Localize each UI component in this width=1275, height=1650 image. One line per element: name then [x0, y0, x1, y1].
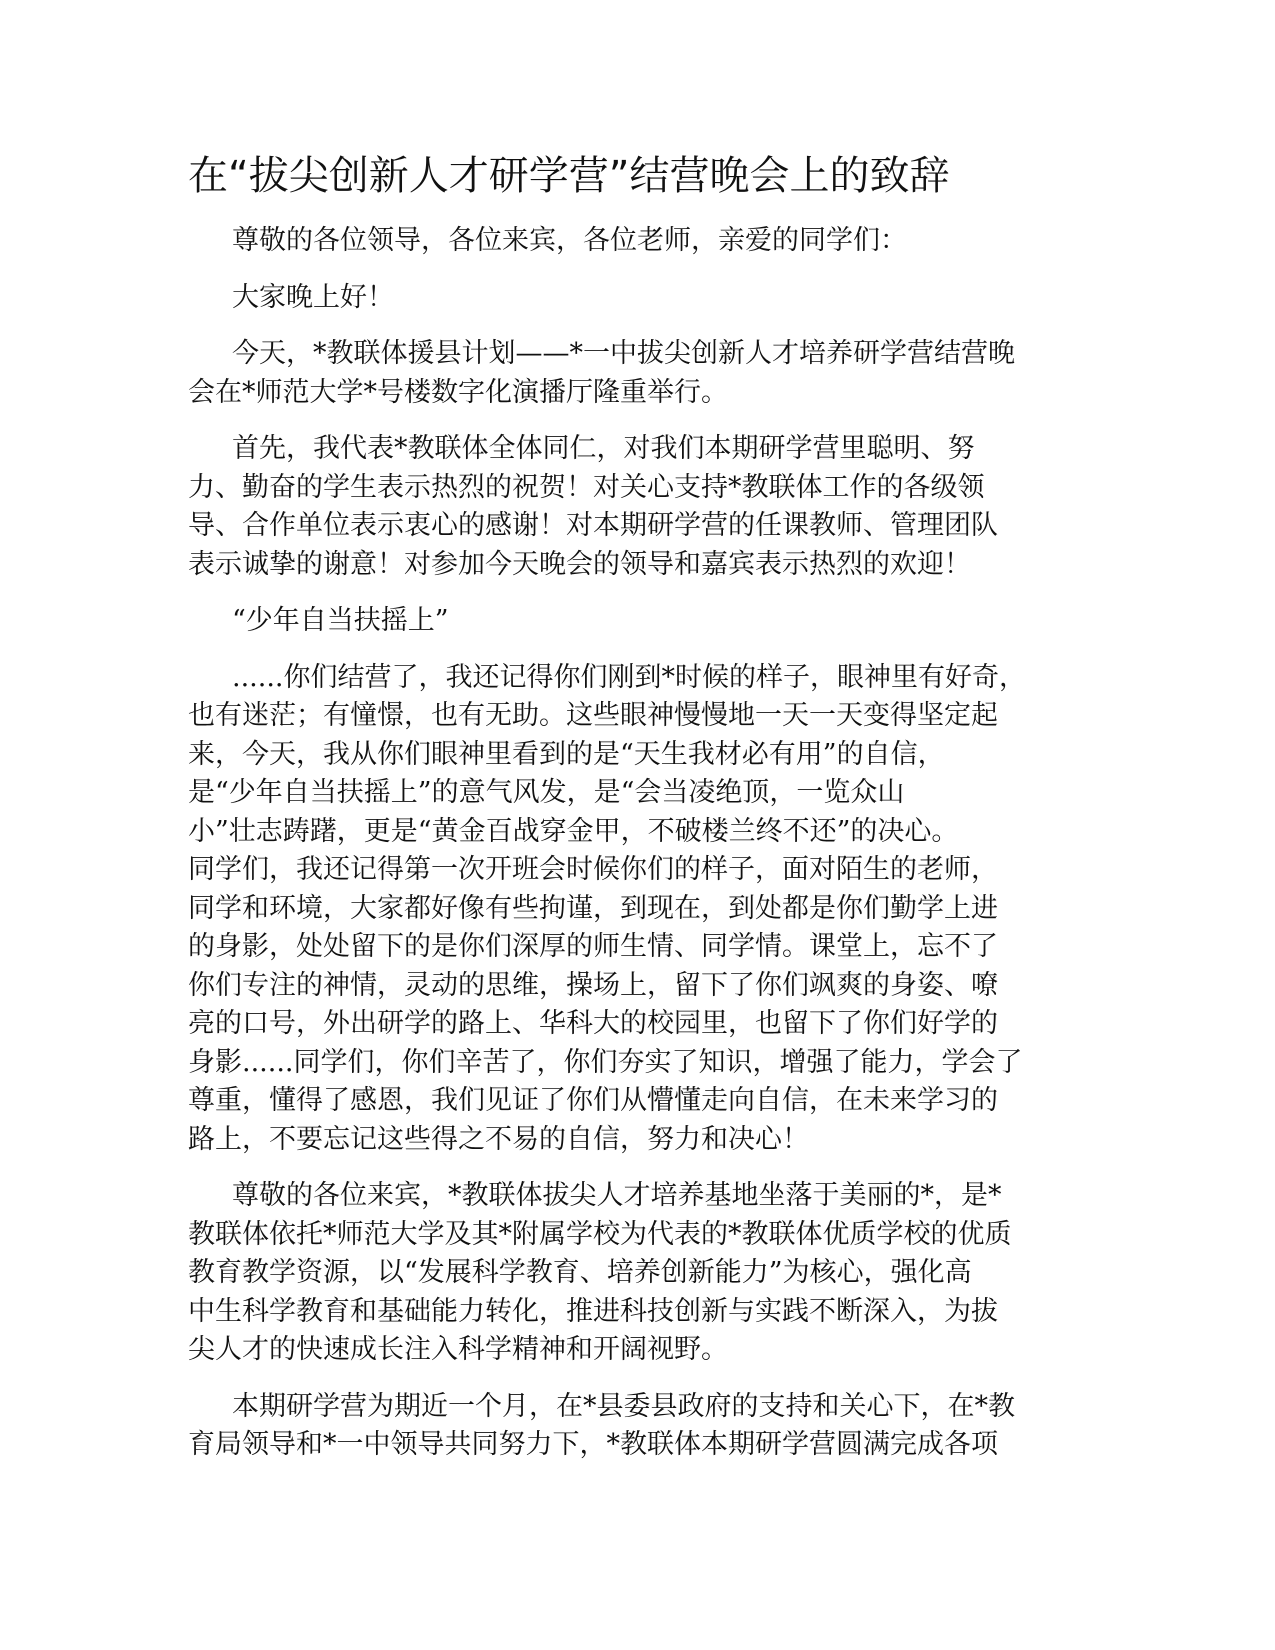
paragraph-line: 你们专注的神情，灵动的思维，操场上，留下了你们飒爽的身姿、嘹: [188, 969, 998, 1001]
body-paragraph: [188, 602, 1083, 641]
paragraph-line: 是“少年自当扶摇上”的意气风发，是“会当凌绝顶，一览众山: [188, 777, 905, 808]
paragraph-line: 小”壮志踌躇，更是“黄金百战穿金甲，不破楼兰终不还”的决心。: [188, 815, 959, 847]
paragraph-line: 力、勤奋的学生表示热烈的祝贺！对关心支持*教联体工作的各级领: [188, 471, 985, 503]
paragraph-line: 尊重，懂得了感恩，我们见证了你们从懵懂走向自信，在未来学习的: [188, 1085, 998, 1116]
paragraph-line: 今天，*教联体援县计划——*一中拔尖创新人才培养研学营结营晚: [232, 338, 1015, 369]
paragraph-line: 的身影，处处留下的是你们深厚的师生情、同学情。课堂上，忘不了: [188, 931, 998, 962]
paragraph-line: 导、合作单位表示衷心的感谢！对本期研学营的任课教师、管理团队: [188, 510, 998, 541]
paragraph-line: 大家晚上好！: [232, 281, 394, 313]
paragraph-line: 教育教学资源，以“发展科学教育、培养创新能力”为核心，强化高: [188, 1257, 972, 1288]
paragraph-line: 也有迷茫；有憧憬，也有无助。这些眼神慢慢地一天一天变得坚定起: [188, 700, 998, 731]
body-paragraph: [188, 222, 1083, 261]
paragraph-line: 尊敬的各位来宾，*教联体拔尖人才培养基地坐落于美丽的*，是*: [232, 1180, 1002, 1211]
paragraph-line: 会在*师范大学*号楼数字化演播厅隆重举行。: [188, 376, 728, 408]
paragraph-line: 育局领导和*一中领导共同努力下，*教联体本期研学营圆满完成各项: [188, 1429, 998, 1460]
paragraph-line: 路上，不要忘记这些得之不易的自信，努力和决心！: [188, 1123, 809, 1155]
paragraph-line: 本期研学营为期近一个月，在*县委县政府的支持和关心下，在*教: [232, 1390, 1015, 1422]
paragraph-line: ......你们结营了，我还记得你们刚到*时候的样子，眼神里有好奇，: [232, 661, 1026, 693]
paragraph-line: 中生科学教育和基础能力转化，推进科技创新与实践不断深入，为拔: [188, 1295, 998, 1327]
body-paragraph: [188, 335, 1083, 412]
paragraph-line: 亮的口号，外出研学的路上、华科大的校园里，也留下了你们好学的: [188, 1008, 998, 1039]
paragraph-line: 尊敬的各位领导，各位来宾，各位老师，亲爱的同学们：: [232, 225, 907, 256]
paragraph-line: 表示诚挚的谢意！对参加今天晚会的领导和嘉宾表示热烈的欢迎！: [188, 548, 971, 580]
body-paragraph: [188, 430, 1083, 584]
body-paragraph: [188, 1388, 1083, 1465]
document-body: [188, 222, 1083, 1483]
body-paragraph: [188, 659, 1083, 1160]
paragraph-line: 身影......同学们，你们辛苦了，你们夯实了知识，增强了能力，学会了: [188, 1046, 1023, 1078]
paragraph-line: 首先，我代表*教联体全体同仁，对我们本期研学营里聪明、努: [232, 433, 975, 464]
document-title: 在“拔尖创新人才研学营”结营晚会上的致辞: [188, 153, 950, 199]
paragraph-line: 教联体依托*师范大学及其*附属学校为代表的*教联体优质学校的优质: [188, 1218, 1012, 1250]
body-paragraph: [188, 279, 1083, 318]
body-paragraph: [188, 1177, 1083, 1370]
paragraph-line: 同学们，我还记得第一次开班会时候你们的样子，面对陌生的老师，: [188, 854, 998, 885]
paragraph-line: 同学和环境，大家都好像有些拘谨，到现在，到处都是你们勤学上进: [188, 892, 998, 924]
paragraph-line: “少年自当扶摇上”: [232, 605, 449, 636]
paragraph-line: 尖人才的快速成长注入科学精神和开阔视野。: [188, 1334, 728, 1365]
paragraph-line: 来，今天，我从你们眼神里看到的是“天生我材必有用”的自信，: [188, 738, 945, 770]
